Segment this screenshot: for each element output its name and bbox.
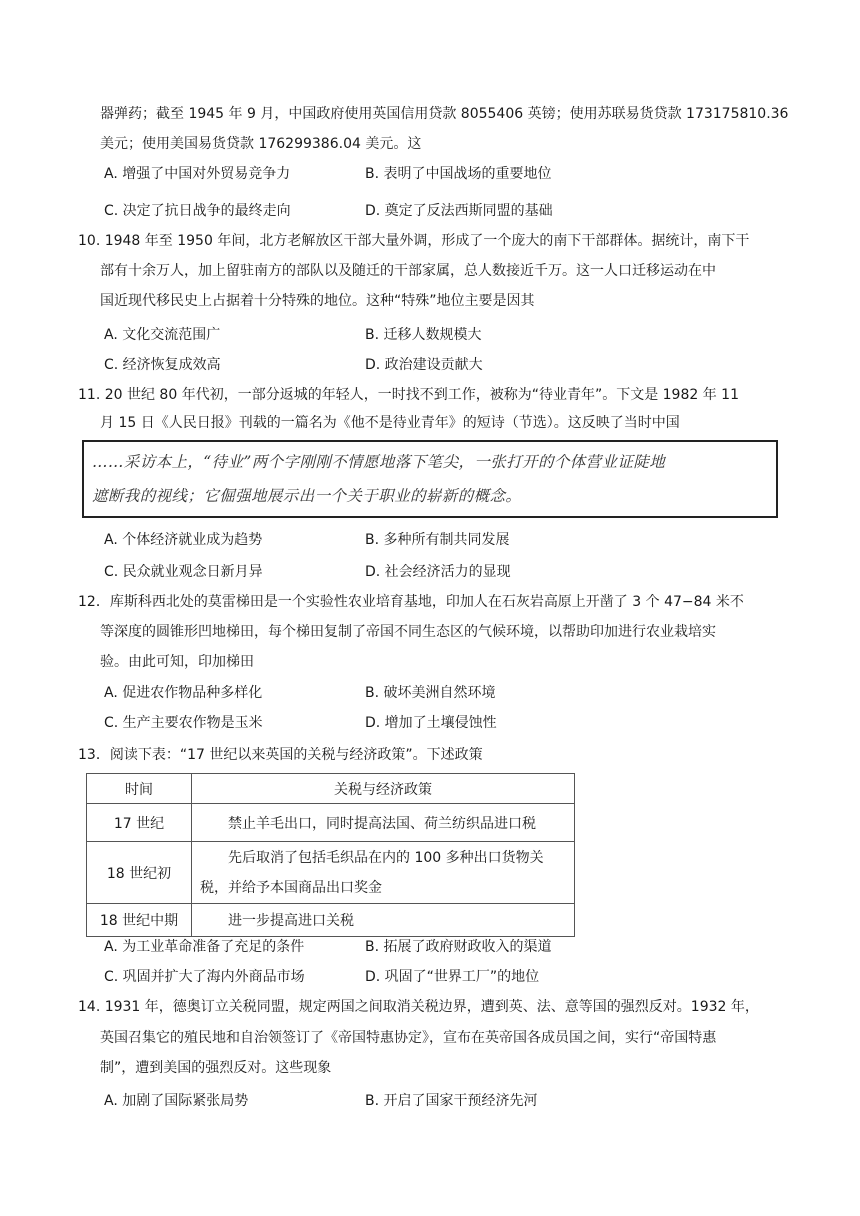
q9-option-c: C. 决定了抗日战争的最终走向 bbox=[104, 203, 291, 219]
q10-text-line-1: 10. 1948 年至 1950 年间，北方老解放区干部大量外调，形成了一个庞大的南下干部群体。据统计，南下干 bbox=[78, 233, 750, 249]
q11-quote-line-2: 遮断我的视线；它倔强地展示出一个关于职业的崭新的概念。 bbox=[92, 487, 522, 505]
table-cell-policy bbox=[192, 904, 575, 937]
q12-option-b: B. 破坏美洲自然环境 bbox=[365, 685, 496, 701]
table-row bbox=[87, 804, 575, 842]
q10-option-b: B. 迁移人数规模大 bbox=[365, 327, 482, 343]
table-cell-policy-text: 进一步提高进口关税 bbox=[228, 913, 354, 929]
q14-text-line-2: 英国召集它的殖民地和自治领签订了《帝国特惠协定》，宣布在英帝国各成员国之间，实行“帝国特惠 bbox=[100, 1030, 717, 1046]
q12-text-line-1: 12．库斯科西北处的莫雷梯田是一个实验性农业培育基地，印加人在石灰岩高原上开凿了 3 个 47−84 米不 bbox=[78, 594, 744, 610]
q11-quote-box bbox=[82, 440, 778, 518]
q9-option-a: A. 增强了中国对外贸易竞争力 bbox=[104, 166, 291, 182]
q11-option-b: B. 多种所有制共同发展 bbox=[365, 532, 510, 548]
q14-text-line-3: 制”，遭到美国的强烈反对。这些现象 bbox=[100, 1060, 332, 1076]
q12-text-line-3: 验。由此可知，印加梯田 bbox=[100, 654, 254, 670]
q13-option-b: B. 拓展了政府财政收入的渠道 bbox=[365, 939, 552, 955]
table-header-row bbox=[87, 774, 575, 804]
q11-option-c: C. 民众就业观念日新月异 bbox=[104, 564, 263, 580]
q11-option-a: A. 个体经济就业成为趋势 bbox=[104, 532, 263, 548]
q12-text-line-2: 等深度的圆锥形凹地梯田，每个梯田复制了帝国不同生态区的气候环境，以帮助印加进行农业栽培实 bbox=[100, 624, 716, 640]
table-cell-policy-line-2: 税，并给予本国商品出口奖金 bbox=[200, 879, 382, 896]
q9-text-line-1: 器弹药；截至 1945 年 9 月，中国政府使用英国信用贷款 8055406 英镑；使用苏联易货贷款 173175810.36 bbox=[100, 106, 789, 122]
q9-text-line-2: 美元；使用美国易货贷款 176299386.04 美元。这 bbox=[100, 136, 422, 152]
table-cell-time: 18 世纪初 bbox=[87, 842, 192, 904]
q13-option-a: A. 为工业革命准备了充足的条件 bbox=[104, 939, 305, 955]
table-row bbox=[87, 904, 575, 937]
q12-option-a: A. 促进农作物品种多样化 bbox=[104, 685, 263, 701]
q9-option-d: D. 奠定了反法西斯同盟的基础 bbox=[365, 203, 553, 219]
q13-option-c: C. 巩固并扩大了海内外商品市场 bbox=[104, 969, 305, 985]
q10-text-line-3: 国近现代移民史上占据着十分特殊的地位。这种“特殊”地位主要是因其 bbox=[100, 293, 535, 309]
q9-option-b: B. 表明了中国战场的重要地位 bbox=[365, 166, 552, 182]
q10-option-d: D. 政治建设贡献大 bbox=[365, 357, 483, 373]
q10-option-a: A. 文化交流范围广 bbox=[104, 327, 221, 343]
table-cell-time: 18 世纪中期 bbox=[87, 904, 192, 937]
table-cell-policy-line-1: 先后取消了包括毛织品在内的 100 多种出口货物关 bbox=[228, 849, 544, 866]
q12-option-d: D. 增加了土壤侵蚀性 bbox=[365, 715, 497, 731]
q11-text-line-1: 11. 20 世纪 80 年代初，一部分返城的年轻人，一时找不到工作，被称为“待业青年”。下文是 1982 年 11 bbox=[78, 387, 739, 403]
table-cell-policy-text: 禁止羊毛出口，同时提高法国、荷兰纺织品进口税 bbox=[228, 815, 536, 832]
q11-text-line-2: 月 15 日《人民日报》刊载的一篇名为《他不是待业青年》的短诗（节选）。这反映了当时中国 bbox=[100, 415, 680, 431]
q11-option-d: D. 社会经济活力的显现 bbox=[365, 564, 511, 580]
table-cell-policy bbox=[192, 842, 575, 904]
q10-text-line-2: 部有十余万人，加上留驻南方的部队以及随迁的干部家属，总人数接近千万。这一人口迁移运动在中 bbox=[100, 263, 716, 279]
table-cell-time: 17 世纪 bbox=[87, 804, 192, 842]
q14-option-a: A. 加剧了国际紧张局势 bbox=[104, 1093, 249, 1109]
table-header-time: 时间 bbox=[87, 774, 192, 804]
q12-option-c: C. 生产主要农作物是玉米 bbox=[104, 715, 263, 731]
q13-option-d: D. 巩固了“世界工厂”的地位 bbox=[365, 969, 540, 985]
table-cell-policy bbox=[192, 804, 575, 842]
policy-table bbox=[86, 773, 575, 937]
table-header-policy: 关税与经济政策 bbox=[192, 774, 575, 804]
q14-option-b: B. 开启了国家干预经济先河 bbox=[365, 1093, 538, 1109]
q11-quote-line-1: ……采访本上，“待业”两个字刚刚不情愿地落下笔尖，一张打开的个体营业证陡地 bbox=[92, 453, 666, 471]
q13-text-line-1: 13．阅读下表：“17 世纪以来英国的关税与经济政策”。下述政策 bbox=[78, 747, 483, 763]
q10-option-c: C. 经济恢复成效高 bbox=[104, 357, 221, 373]
table-row bbox=[87, 842, 575, 904]
q14-text-line-1: 14. 1931 年，德奥订立关税同盟，规定两国之间取消关税边界，遭到英、法、意等国的强烈反对。1932 年， bbox=[78, 999, 759, 1015]
